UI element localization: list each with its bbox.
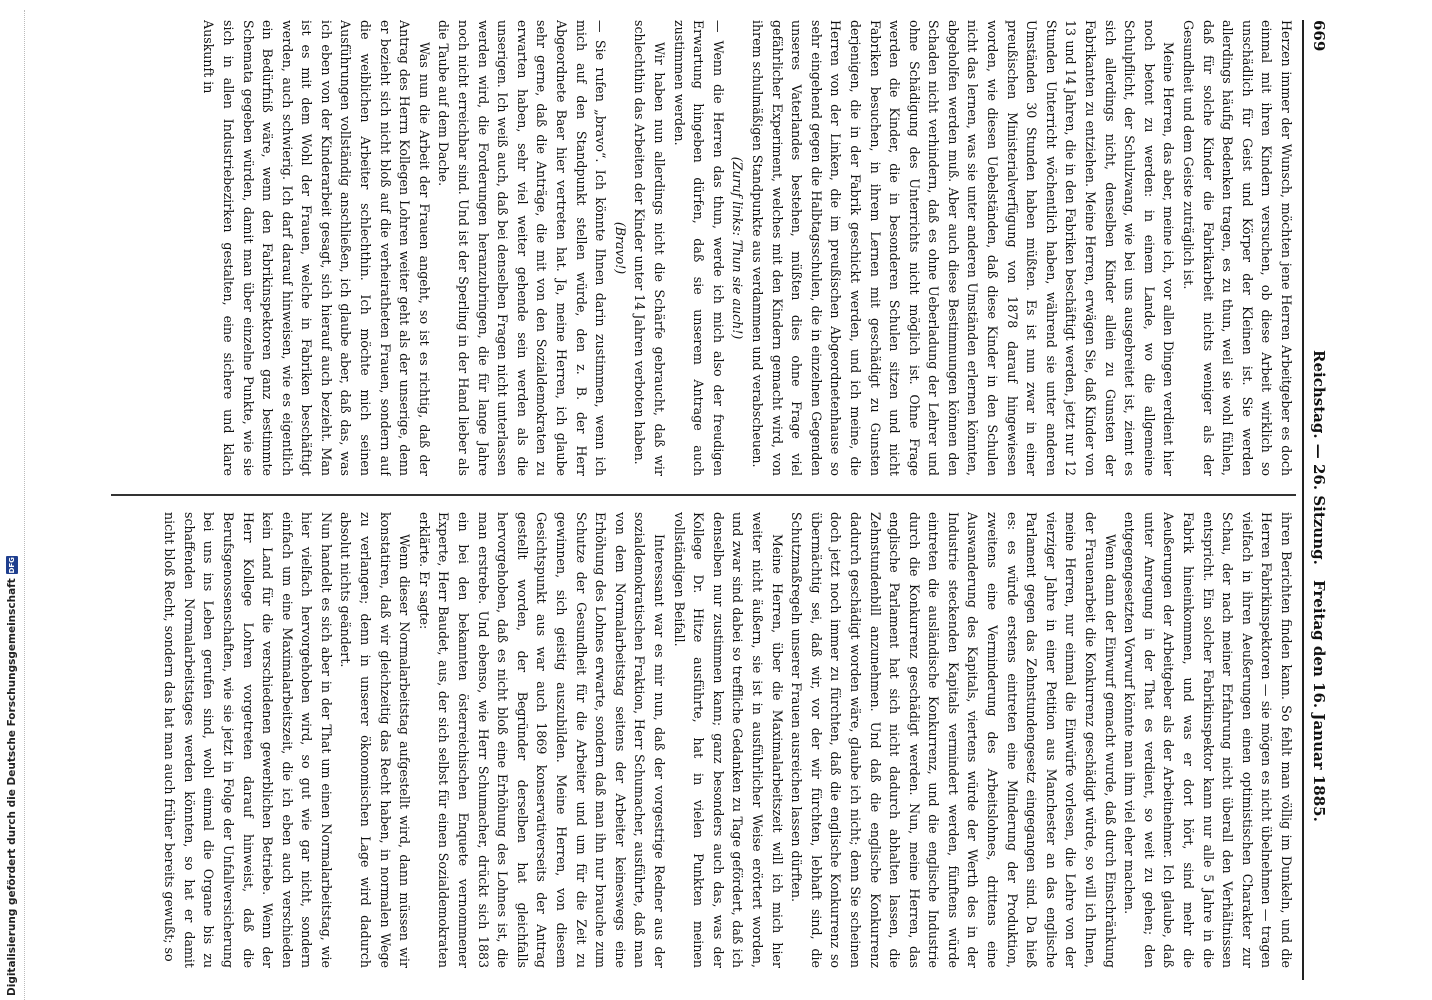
paragraph: Meine Herren, über die Maximalarbeitszeit will ich mich hier weiter nicht äußern, sie ist in ausführlicher Weise erörtert worden, und zwar sind dabei so treffliche Gedanken zu Tage gefördert, daß ich denselben nur zustimmen kann; ganz besonders auch das, was der Kollege Dr. Hitze ausführte, hat in vielen Punkten meinen vollständigen Beifall. bbox=[671, 512, 785, 968]
running-header bbox=[1304, 20, 1330, 980]
rotated-page bbox=[100, 20, 1330, 980]
paragraph: Wenn dann der Einwurf gemacht wurde, daß durch Einschränkung der Frauenarbeit die Konkurrenz geschädigt würde, so will ich Ihnen, meine Herren, nur einmal die Einwürfe vorlesen, die Lehre von der vierziger Jahre in einer Petition aus Manchester an das englische Parlament gegen das Zehnstundengesetz eingegangen sind. Da hieß es: es würde erstens eintreten eine Minderung der Produktion, zweitens eine Verminderung des Arbeitslohnes, drittens eine Auswanderung des Kapitals, viertens würde der Werth des in der Industrie steckenden Kapitals vermindert werden, fünftens würde eintreten die ausländische Konkurrenz, und die englische Industrie durch die Konkurrenz geschädigt werden. Nun, meine Herren, das englische Parlament hat sich nicht dadurch abhalten lassen, die Zehnstundenbill anzunehmen. Und daß die englische Konkurrenz dadurch geschädigt worden wäre, glaube ich nicht; denn Sie scheinen doch jetzt noch immer zu fürchten, daß die englische Konkurrenz so übermächtig sei, daß wir, vor der wir fürchten, lebhaft sind, die Schutzmaßregeln unserer Frauen ausreichen lassen dürften. bbox=[789, 512, 1118, 968]
margin-rule bbox=[24, 10, 25, 1000]
paragraph: — Wenn die Herren das thun, werde ich mich also der freudigen Erwartung hingeben dürfen, daß sie unserem Antrage auch zustimmen werden. bbox=[671, 20, 726, 476]
paragraph: Nun handelt es sich aber in der That um einen Normalarbeitstag, wie hier vielfach hervorgehoben wird, so gut wie gar nicht, sondern einfach um eine Maximalarbeitszeit, die ich eben auch verschieden kein Land für die verschiedenen gewerblichen Betriebe. Wenn der Herr Kollege Lohren vorgetreten darauf hinweist, daß die Berufsgenossenschaften, wie sie jetzt in Folge der Unfallversicherung bei uns ins Leben gerufen sind, wohl einmal die Organe bis zu schaffenden Normalarbeitstages werden könnten, so hat er damit nicht bloß Recht, sondern das hat man auch früher bereits gewußt; so bbox=[162, 512, 334, 968]
column-divider bbox=[111, 494, 1296, 496]
session-date: Freitag den 16. Januar 1885. bbox=[1310, 580, 1328, 822]
page-number: 669 bbox=[1310, 20, 1328, 52]
paragraph: — Sie rufen „bravo“. Ich könnte Ihnen darin zustimmen, wenn ich mich auf den Standpunkt stellen würde, den z. B. der Herr Abgeordnete Baer hier vertreten hat. Ja, meine Herren, ich glaube sehr gerne, daß die Anträge, die mit von den Sozialdemokraten zu erwarten haben, sehr viel weiter gehende sein werden als die unserigen. Ich weiß auch, daß bei denselben Fragen nicht unterlassen werden wird, die Forderungen heranzubringen, die für lange Jahre noch nicht erreichbar sind. Und ist der Sperling in der Hand lieber als die Taube auf dem Dache. bbox=[436, 20, 609, 476]
paragraph: Wenn dieser Normalarbeitstag aufgestellt wird, dann müssen wir konstatiren, daß wir gleichzeitig das Recht haben, in normalen Wege zu verlangen; denn in unserer ökonomischen Lage wird dadurch absolut nichts geändert. bbox=[338, 512, 413, 968]
paragraph: ihren Berichten finden kann. So fehlt man völlig im Dunkeln, und die Herren Fabrikinspektoren — sie mögen es nicht übelnehmen — tragen vielfach in ihren Aeußerungen einen optimistischen Charakter zur Schau, der nach meiner Erfahrung nicht überall den Verhältnissen entspricht. Ein solcher Fabrikinspektor kann nur alle 5 Jahre in die Fabrik hineinkommen, und was er dort hört, sind mehr die Aeußerungen der Arbeitgeber als der Arbeitnehmer. Ich glaube, daß unter Anregung in der That es verdient, so weit zu gehen; den entgegengesetzten Vorwurf könnte man ihm viel eher machen. bbox=[1122, 512, 1294, 968]
paragraph: (Bravo!) bbox=[612, 221, 628, 275]
right-column bbox=[116, 512, 1296, 968]
dfg-logo-icon: DFG bbox=[8, 557, 16, 574]
header-rule bbox=[1302, 20, 1304, 980]
session-title: Reichstag. — 26. Sitzung. bbox=[1310, 350, 1328, 565]
credit-text: Digitalisierung gefördert durch die Deutsche Forschungsgemeinschaft bbox=[6, 578, 18, 996]
paragraph: Was nun die Arbeit der Frauen angeht, so ist es richtig, daß der Antrag des Herrn Kollegen Lohren weiter geht als der unserige, denn er bezieht sich nicht bloß auf die verheiratheten Frauen, sondern auf die weiblichen Arbeiter schlechthin. Ich möchte mich seinen Ausführungen vollständig anschließen, ich glaube aber, daß das, was ich eben von der Kinderarbeit gesagt, sich hierauf auch bezieht. Man ist es mit dem Wohl der Frauen, welche in Fabriken beschäftigt werden, auch schwierig. Ich darf darauf hinweisen, wie es eigentlich ein Bedürfniß wäre, wenn den Fabrikinspektoren ganz bestimmte Schemata gegeben würden, damit man über einzelne Punkte, wie sie sich in allen Industriebezirken gestalten, eine sichere und klare Auskunft in bbox=[201, 20, 432, 476]
paragraph: Wir haben nun allerdings nicht die Schärfe gebraucht, daß wir schlechthin das Arbeiten der Kinder unter 14 Jahren verboten haben. bbox=[632, 20, 667, 476]
digitization-credit bbox=[6, 556, 18, 996]
left-column bbox=[116, 20, 1296, 476]
paragraph: Interessant war es mir nun, daß der vorgestrige Redner aus der sozialdemokratischen Fraktion, Herr Schumacher, ausführte, daß man von dem Normalarbeitstag seitens der Arbeiter keineswegs eine Erhöhung des Lohnes erwarte, sondern daß man ihn nur brauche zum Schutze der Gesundheit für die Arbeiter und um für die Zeit zu gewinnen, sich geistig auszubilden. Meine Herren, von diesem Gesichtspunkt aus war auch 1869 konservativerseits der Antrag gestellt worden, der Begründer derselben hat gleichfalls hervorgehoben, daß es nicht bloß eine Erhöhung des Lohnes ist, die man erstrebe. Und ebenso, wie Herr Schumacher, drückt sich 1883 ein bei den bekannten österreichischen Enquete vernommener Experte, Herr Baudet, aus, der sich selbst für einen Sozialdemokraten erklärte. Er sagte: bbox=[416, 512, 667, 968]
paragraph: Herzen immer der Wunsch, möchten jene Herren Arbeitgeber es doch einmal mit ihren Kindern versuchen, ob diese Arbeit wirklich so unschädlich für Geist und Körper der Kleinen ist. Sie werden allerdings häufig Bedenken tragen, es zu thun, weil sie wohl fühlen, daß für solche Kinder die Fabrikarbeit nichts weniger als der Gesundheit und dem Geiste zuträglich ist. bbox=[1181, 20, 1294, 476]
paragraph: Meine Herren, das aber, meine ich, vor allen Dingen verdient hier noch betont zu werden: in einem Lande, wo die allgemeine Schulpflicht, der Schulzwang, wie bei uns ausgebreitet ist, ziemt es sich allerdings nicht, denselben Kinder allein zu Gunsten der Fabrikanten zu entziehen. Meine Herren, erwägen Sie, daß Kinder von 13 und 14 Jahren, die in den Fabriken beschäftigt werden, jetzt nur 12 Stunden Unterricht wöchentlich haben, während sie unter anderen Umständen 30 Stunden haben müßten. Es ist nun zwar in einer preußischen Ministerialverfügung von 1878 darauf hingewiesen worden, wie diesen Uebelständen, daß diese Kinder in den Schulen nicht das lernen, was sie unter anderen Umständen erlernen könnten, abgeholfen werden muß. Aber auch diese Bestimmungen können den Schaden nicht verhindern, daß es ohne Ueberladung der Lehrer und ohne Schädigung des Unterrichts nicht möglich ist. Ohne Frage werden die Kinder, die in besonderen Schulen sitzen und nicht Fabriken besuchen, in ihrem Lernen mit geschädigt zu Gunsten derjenigen, die in der Fabrik geschickt werden, und ich meine, die Herren von der Linken, die im preußischen Abgeordnetenhause so sehr eingehend gegen die Halbtagsschulen, die in einzelnen Gegenden unseres Vaterlandes bestehen, müßten dies ohne Frage viel gefährlicher Experiment, welches mit den Kindern gemacht wird, von ihrem schulmäßigen Standpunkte aus verdammen und verabscheuen. bbox=[749, 20, 1177, 476]
paragraph: (Zuruf links: Thun sie auch!) bbox=[730, 156, 746, 340]
